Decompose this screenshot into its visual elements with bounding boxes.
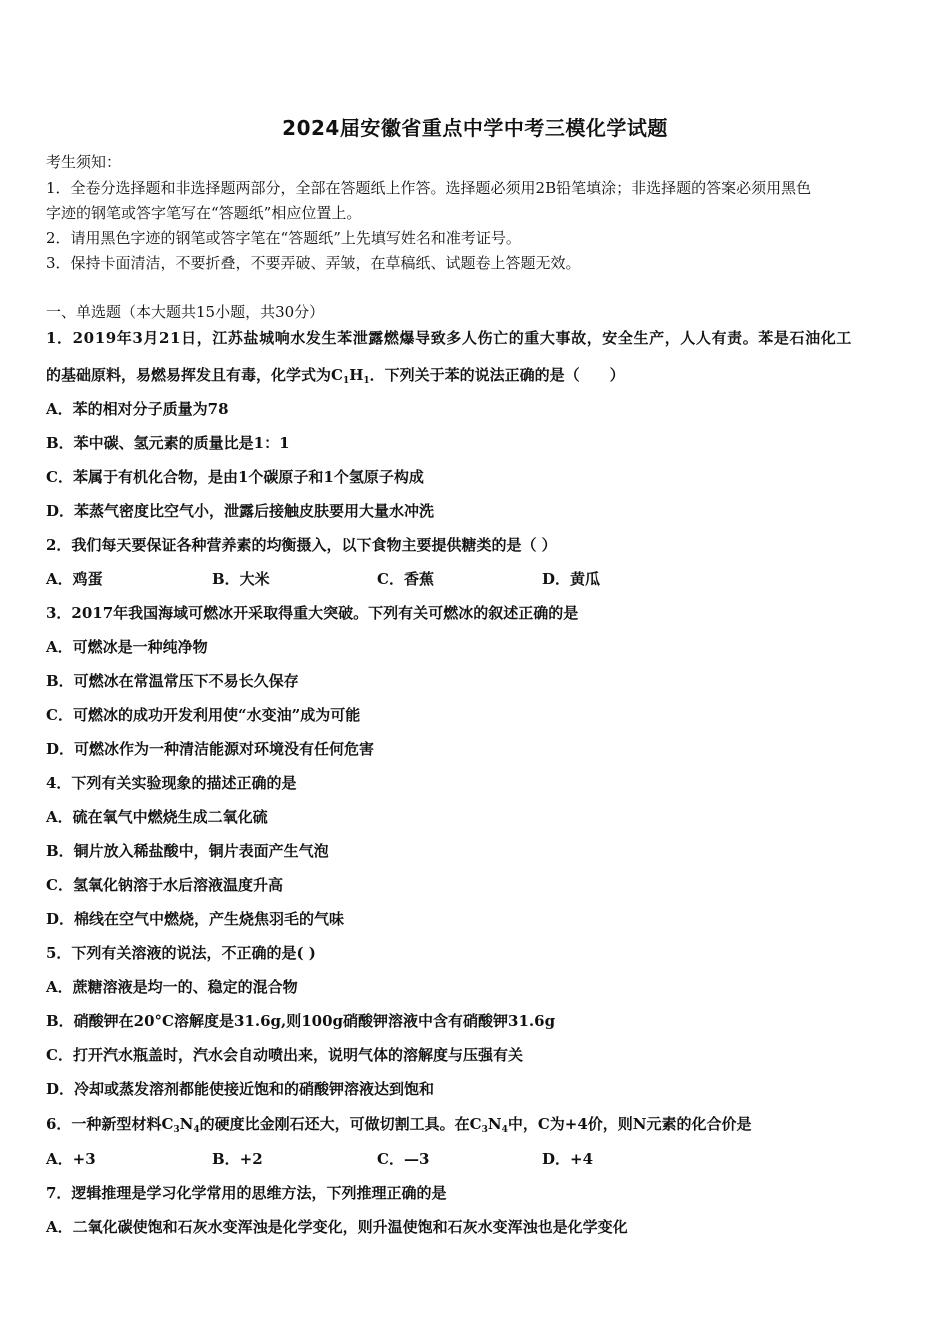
q4-option-a: A．硫在氧气中燃烧生成二氧化硫	[46, 808, 268, 826]
q6-stem-part: 6．一种新型材料C	[46, 1115, 174, 1133]
q3-option-b: B．可燃冰在常温常压下不易长久保存	[46, 672, 299, 690]
q6-option-d: D．+4	[542, 1150, 594, 1168]
q5-option-d: D．冷却或蒸发溶剂都能使接近饱和的硝酸钾溶液达到饱和	[46, 1080, 435, 1098]
q6-sub: 3	[173, 1125, 180, 1135]
q6-stem-part: 中，C为+4价，则N元素的化合价是	[507, 1115, 752, 1133]
q7-stem: 7．逻辑推理是学习化学常用的思维方法，下列推理正确的是	[46, 1184, 447, 1202]
q4-option-b: B．铜片放入稀盐酸中，铜片表面产生气泡	[46, 842, 329, 860]
q5-option-b: B．硝酸钾在20°C溶解度是31.6g,则100g硝酸钾溶液中含有硝酸钾31.6g	[46, 1012, 556, 1030]
q1-option-b: B．苯中碳、氢元素的质量比是1：1	[46, 434, 290, 452]
q2-stem: 2．我们每天要保证各种营养素的均衡摄入，以下食物主要提供糖类的是（ ）	[46, 536, 557, 554]
q4-option-c: C．氢氧化钠溶于水后溶液温度升高	[46, 876, 283, 894]
q1-stem-part: ．下列关于苯的说法正确的是（ ）	[369, 366, 625, 384]
q2-option-b: B．大米	[212, 570, 270, 588]
q3-option-c: C．可燃冰的成功开发利用使“水变油”成为可能	[46, 706, 361, 724]
q1-option-a: A．苯的相对分子质量为78	[46, 400, 229, 418]
q1-sub-1: 1	[342, 376, 350, 386]
q6-stem-part: 的硬度比金刚石还大，可做切割工具。在C	[199, 1115, 482, 1133]
q1-option-c: C．苯属于有机化合物，是由1个碳原子和1个氢原子构成	[46, 468, 424, 486]
q1-sub-2: 1	[363, 376, 370, 386]
q6-stem	[46, 1114, 752, 1134]
q6-sub: 4	[193, 1125, 200, 1135]
q7-option-a: A．二氧化碳使饱和石灰水变浑浊是化学变化，则升温使饱和石灰水变浑浊也是化学变化	[46, 1218, 628, 1236]
q5-option-a: A．蔗糖溶液是均一的、稳定的混合物	[46, 978, 298, 996]
q1-stem-line1: 1．2019年3月21日，江苏盐城响水发生苯泄露燃爆导致多人伤亡的重大事故，安全生产，人人有责。苯是石油化工	[46, 329, 852, 347]
q6-sub: 3	[481, 1125, 488, 1135]
q3-stem: 3．2017年我国海域可燃冰开采取得重大突破。下列有关可燃冰的叙述正确的是	[46, 604, 579, 622]
q1-stem-line2	[46, 365, 625, 385]
q5-option-c: C．打开汽水瓶盖时，汽水会自动喷出来，说明气体的溶解度与压强有关	[46, 1046, 523, 1064]
notice-item-1-cont: 字迹的钢笔或答字笔写在“答题纸”相应位置上。	[46, 204, 362, 222]
q2-option-c: C．香蕉	[377, 570, 434, 588]
q4-stem: 4．下列有关实验现象的描述正确的是	[46, 774, 297, 792]
notice-item-3: 3．保持卡面清洁，不要折叠，不要弄破、弄皱，在草稿纸、试题卷上答题无效。	[46, 254, 581, 272]
q5-stem: 5．下列有关溶液的说法，不正确的是( )	[46, 944, 316, 962]
q6-sub: 4	[501, 1125, 508, 1135]
q1-stem-part: 的基础原料，易燃易挥发且有毒，化学式为C	[46, 366, 343, 384]
q6-option-c: C．—3	[377, 1150, 430, 1168]
q2-option-a: A．鸡蛋	[46, 570, 103, 588]
q4-option-d: D．棉线在空气中燃烧，产生烧焦羽毛的气味	[46, 910, 345, 928]
q2-option-d: D．黄瓜	[542, 570, 601, 588]
notice-heading: 考生须知：	[46, 153, 122, 171]
notice-item-1: 1．全卷分选择题和非选择题两部分，全部在答题纸上作答。选择题必须用2B铅笔填涂；非选择题的答案必须用黑色	[46, 179, 812, 197]
q3-option-a: A．可燃冰是一种纯净物	[46, 638, 208, 656]
q6-stem-part: N	[487, 1115, 502, 1133]
q6-option-a: A．+3	[46, 1150, 96, 1168]
q6-option-b: B．+2	[212, 1150, 263, 1168]
q1-option-d: D．苯蒸气密度比空气小，泄露后接触皮肤要用大量水冲洗	[46, 502, 435, 520]
notice-item-2: 2．请用黑色字迹的钢笔或答字笔在“答题纸”上先填写姓名和准考证号。	[46, 229, 521, 247]
q3-option-d: D．可燃冰作为一种清洁能源对环境没有任何危害	[46, 740, 375, 758]
page-title: 2024届安徽省重点中学中考三模化学试题	[282, 116, 668, 140]
q1-stem-part: H	[349, 366, 364, 384]
section-heading: 一、单选题（本大题共15小题，共30分）	[46, 303, 325, 321]
q6-stem-part: N	[179, 1115, 194, 1133]
